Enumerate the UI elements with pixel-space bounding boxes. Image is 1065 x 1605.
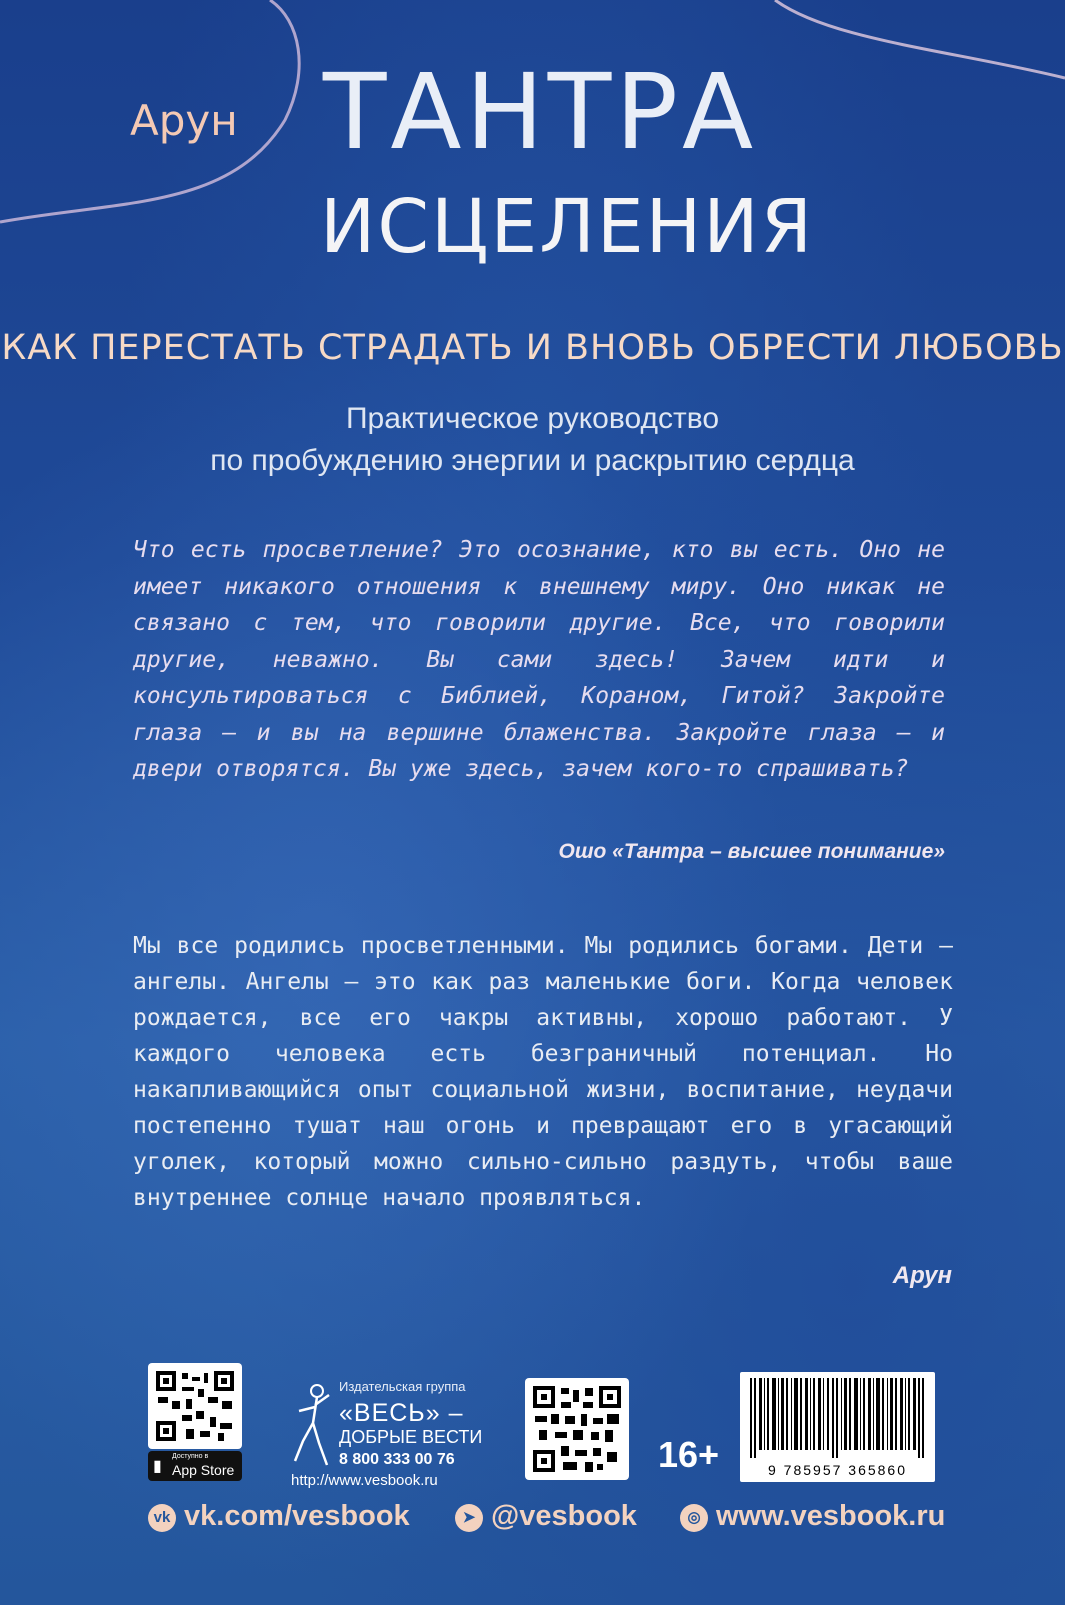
barcode-bars-icon [750, 1378, 925, 1458]
vk-link-label: vk.com/vesbook [184, 1500, 410, 1532]
app-store-badge[interactable] [148, 1451, 242, 1481]
quote-source: Ошо «Тантра – высшее понимание» [558, 840, 945, 863]
globe-icon: ◎ [680, 1504, 708, 1532]
telegram-link[interactable] [455, 1500, 655, 1536]
publisher-logo-figure-icon [289, 1381, 333, 1469]
book-title-second-line: ИСЦЕЛЕНИЯ [320, 184, 815, 270]
epigraph-quote: Что есть просветление? Это осознание, кто вы есть. Оно не имеет никакого отношения к внешнему миру. Оно никак не связано с тем, что говорили другие. Все, что говорили другие, неважно. Вы сами здесь! Зачем идти и консультироваться с Библией, Кораном, Гитой? Закройте глаза — и вы на вершине блаженства. Закройте глаза — и двери отворятся. Вы уже здесь, зачем кого-то спрашивать? [133, 537, 945, 782]
app-qr-code[interactable] [148, 1363, 242, 1449]
qr-code-icon [156, 1371, 234, 1441]
publisher-block [283, 1375, 483, 1489]
qr-code-icon [533, 1386, 621, 1472]
publisher-phone: 8 800 333 00 76 [339, 1451, 455, 1468]
annotation-text: Мы все родились просветленными. Мы родились богами. Дети — ангелы. Ангелы — это как раз маленькие боги. Когда человек рождается, все его чакры активны, хорошо работают. У каждого человека есть безграничный потенциал. Но накапливающийся опыт социальной жизни, воспитание, неудачи постепенно тушат наш огонь и превращают его в угасающий уголек, который можно сильно-сильно раздуть, чтобы ваше внутреннее солнце начало проявляться. [133, 933, 953, 1211]
vk-icon: vk [148, 1504, 176, 1532]
age-rating: 16+ [658, 1434, 720, 1475]
description-line: по пробуждению энергии и раскрытию сердца [210, 444, 855, 477]
website-qr-code[interactable] [525, 1378, 629, 1480]
appstore-badge-label: App Store [172, 1462, 235, 1478]
isbn-barcode [740, 1372, 935, 1482]
publisher-group-label: Издательская группа [339, 1379, 466, 1394]
website-link-label: www.vesbook.ru [716, 1500, 946, 1532]
annotation-author: Арун [892, 1262, 952, 1289]
website-link[interactable] [680, 1500, 950, 1536]
isbn-number: 9 785957 365860 [768, 1462, 907, 1478]
book-description [0, 398, 1065, 482]
book-title: ТАНТРА [322, 51, 758, 173]
author-name: Арун [130, 96, 238, 145]
publisher-name: «ВЕСЬ» – [339, 1399, 464, 1427]
publisher-url[interactable]: http://www.vesbook.ru [291, 1472, 438, 1489]
vk-link[interactable] [148, 1500, 408, 1536]
book-tagline: КАК ПЕРЕСТАТЬ СТРАДАТЬ И ВНОВЬ ОБРЕСТИ ЛЮБОВЬ [1, 328, 1064, 368]
apple-icon: ▮ [153, 1458, 162, 1475]
description-line: Практическое руководство [345, 402, 720, 435]
telegram-icon: ➤ [455, 1504, 483, 1532]
publisher-slogan: ДОБРЫЕ ВЕСТИ [339, 1427, 483, 1447]
telegram-link-label: @vesbook [491, 1500, 637, 1532]
appstore-badge-caption: Доступно в [172, 1453, 209, 1460]
